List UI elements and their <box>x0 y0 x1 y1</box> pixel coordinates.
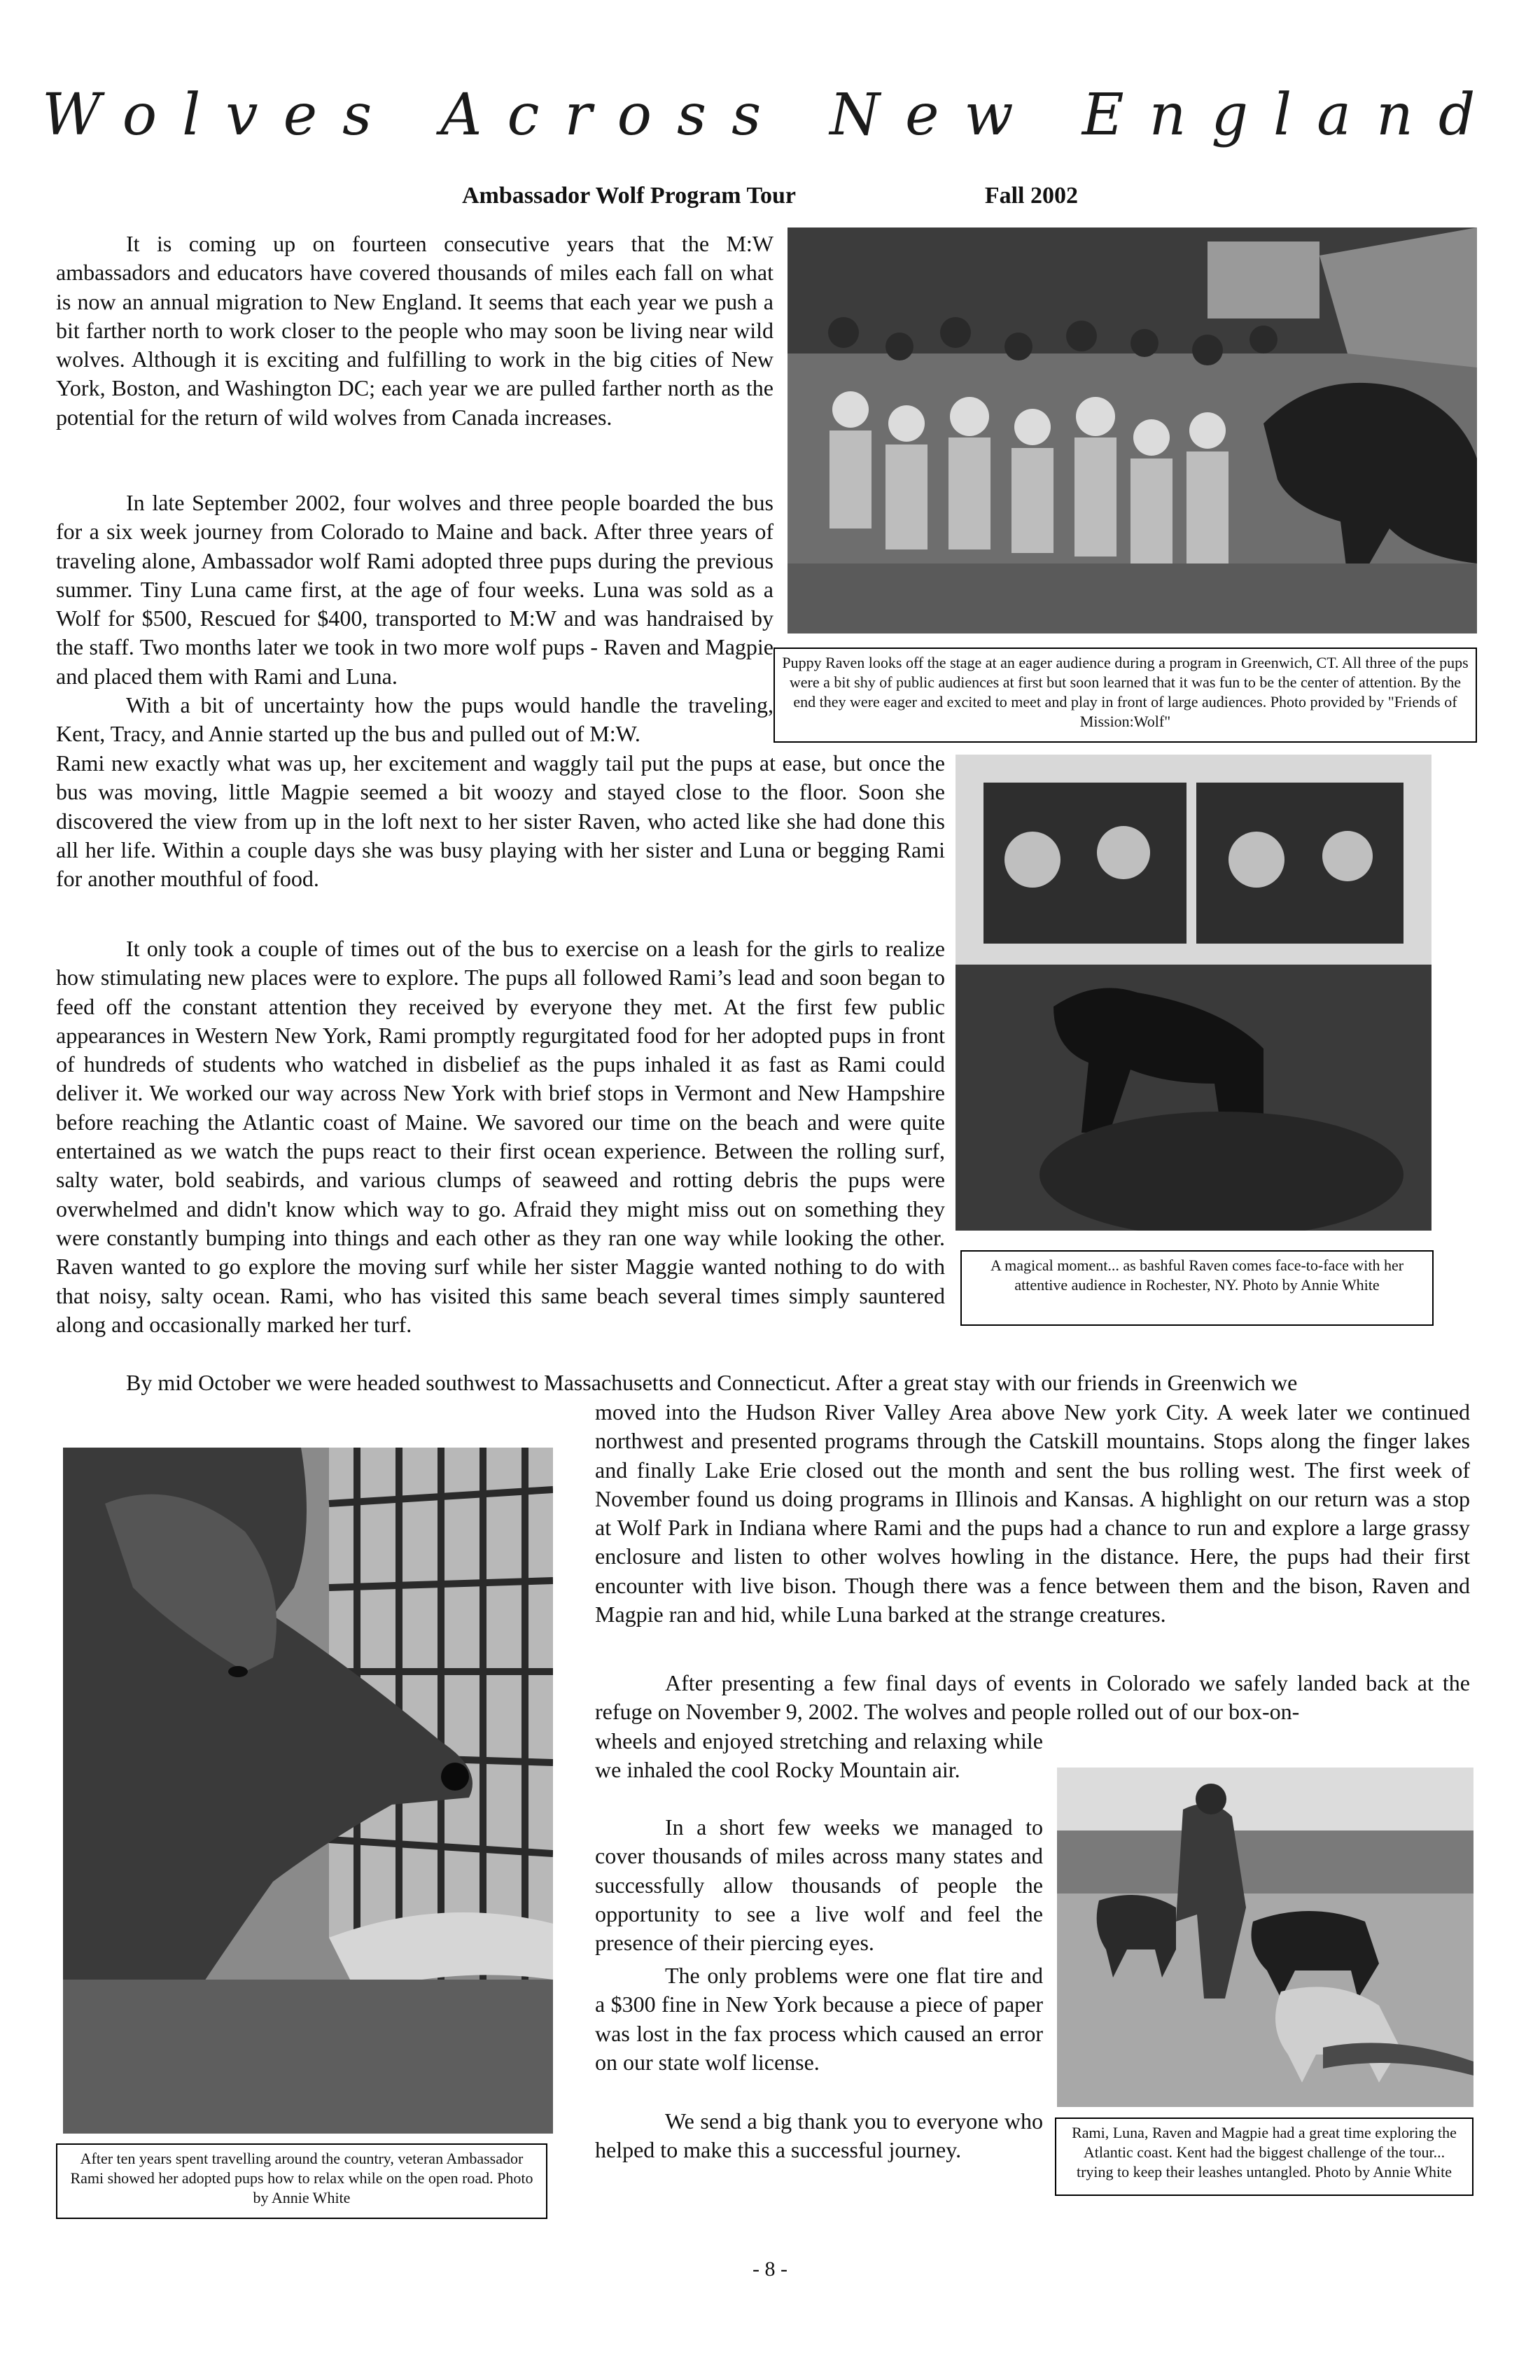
photo-rami-cage <box>63 1448 553 2134</box>
article-paragraph-6a: After presenting a few final days of events in Colorado we safely landed back at the refuge on November 9, 2002. The wolves and people rolled out of our box-on- <box>595 1670 1470 1725</box>
article-paragraph-9: We send a big thank you to everyone who helped to make this a successful journey. <box>595 2108 1043 2163</box>
article-paragraph-6b: wheels and enjoyed stretching and relaxing while we inhaled the cool Rocky Mountain air. <box>595 1728 1043 1783</box>
caption-rami-cage: After ten years spent travelling around the country, veteran Ambassador Rami showed her adopted pups how to relax while on the open road. Photo by Annie White <box>56 2143 547 2219</box>
caption-beach: Rami, Luna, Raven and Magpie had a great time exploring the Atlantic coast. Kent had the biggest challenge of the tour... trying to keep their leashes untangled. Photo by Annie White <box>1055 2118 1474 2196</box>
article-paragraph-2: In late September 2002, four wolves and three people boarded the bus for a six week journey from Colorado to Maine and back. After three years of traveling alone, Ambassador wolf Rami adopted three pups during the previous summer. Tiny Luna came first, at the age of four weeks. Luna was sold as a Wolf for $500, Rescued for $400, transported to M:W and was handraised by the staff. Two months later we took in two more wolf pups - Raven and Magpie and placed them with Rami and Luna. <box>56 490 774 689</box>
article-paragraph-8: The only problems were one flat tire and a $300 fine in New York because a piece of paper was lost in the fax process which caused an error on our state wolf license. <box>595 1963 1043 2075</box>
caption-window-wolf: A magical moment... as bashful Raven comes face-to-face with her attentive audience in Rochester, NY. Photo by Annie White <box>960 1250 1434 1326</box>
article-paragraph-5a: By mid October we were headed southwest to Massachusetts and Connecticut. After a great stay with our friends in Greenwich we <box>126 1370 1298 1395</box>
page-title: Wolves Across New England <box>42 82 1501 148</box>
photo-audience-graphic <box>788 227 1477 634</box>
caption-audience-stage: Puppy Raven looks off the stage at an eager audience during a program in Greenwich, CT. All three of the pups were a bit shy of public audiences at first but soon learned that it was fun to be the center of attention. By the end they were eager and excited to meet and play in front of large audiences. Photo provided by "Friends of Mission:Wolf" <box>774 648 1477 743</box>
photo-beach <box>1057 1768 1474 2107</box>
program-name: Ambassador Wolf Program Tour <box>462 183 797 209</box>
photo-window-wolf <box>955 755 1432 1231</box>
article-paragraph-5b: moved into the Hudson River Valley Area above New york City. A week later we continued northwest and presented programs through the Catskill mountains. Stops along the finger lakes and finally Lake Erie closed out the month and sent the bus rolling west. The first week of November found us doing programs in Illinois and Kansas. A highlight on our return was a stop at Wolf Park in Indiana where Rami and the pups had a chance to run and explore a large grassy enclosure and listen to other wolves howling in the distance. Here, the pups had their first encounter with live bison. Though there was a fence between them and the bison, Raven and Magpie ran and hid, while Luna barked at the strange creatures. <box>595 1399 1470 1628</box>
photo-rami-graphic <box>63 1448 553 2134</box>
season-label: Fall 2002 <box>984 183 1078 209</box>
article-paragraph-3a: With a bit of uncertainty how the pups would handle the traveling, Kent, Tracy, and Annie started up the bus and pulled out of M:W. <box>56 692 774 747</box>
article-paragraph-7: In a short few weeks we managed to cover thousands of miles across many states and successfully allow thousands of people the opportunity to see a live wolf and feel the presence of their piercing eyes. <box>595 1814 1043 1956</box>
page-number: - 8 - <box>752 2258 788 2281</box>
photo-beach-graphic <box>1057 1768 1474 2107</box>
photo-audience-stage <box>788 227 1477 634</box>
article-paragraph-3b: Rami new exactly what was up, her excitement and waggly tail put the pups at ease, but once the bus was moving, little Magpie seemed a bit woozy and stayed close to the floor. Soon she discovered the view from up in the loft next to her sister Raven, who acted like she had done this all her life. Within a couple days she was busy playing with her sister and Luna or begging Rami for another mouthful of food. <box>56 750 945 892</box>
subheader <box>462 178 1078 214</box>
article-paragraph-1: It is coming up on fourteen consecutive years that the M:W ambassadors and educators have covered thousands of miles each fall on what is now an annual migration to New England. It seems that each year we push a bit farther north to work closer to the people who may soon be living near wild wolves. Although it is exciting and fulfilling to work in the big cities of New York, Boston, and Washington DC; each year we are pulled farther north as the potential for the return of wild wolves from Canada increases. <box>56 231 774 430</box>
photo-window-graphic <box>955 755 1432 1231</box>
article-paragraph-4: It only took a couple of times out of the bus to exercise on a leash for the girls to realize how stimulating new places were to explore. The pups all followed Rami’s lead and soon began to feed off the constant attention they received by everyone they met. At the first few public appearances in Western New York, Rami promptly regurgitated food for her adopted pups in front of hundreds of students who watched in disbelief as the pups inhaled it as fast as Rami could deliver it. We worked our way across New York with brief stops in Vermont and New Hampshire before reaching the Atlantic coast of Maine. We savored our time on the beach and were quite entertained as we watch the pups react to their first ocean experience. Between the rolling surf, salty water, bold seabirds, and various clumps of seaweed and rotting debris the pups were overwhelmed and didn't know which way to go. Afraid they might miss out on something they were constantly bumping into things and each other as they ran one way while looking the other. Raven wanted to go explore the moving surf while her sister Maggie wanted nothing to do with that noisy, salty ocean. Rami, who has visited this same beach several times simply sauntered along and occasionally marked her turf. <box>56 936 945 1337</box>
